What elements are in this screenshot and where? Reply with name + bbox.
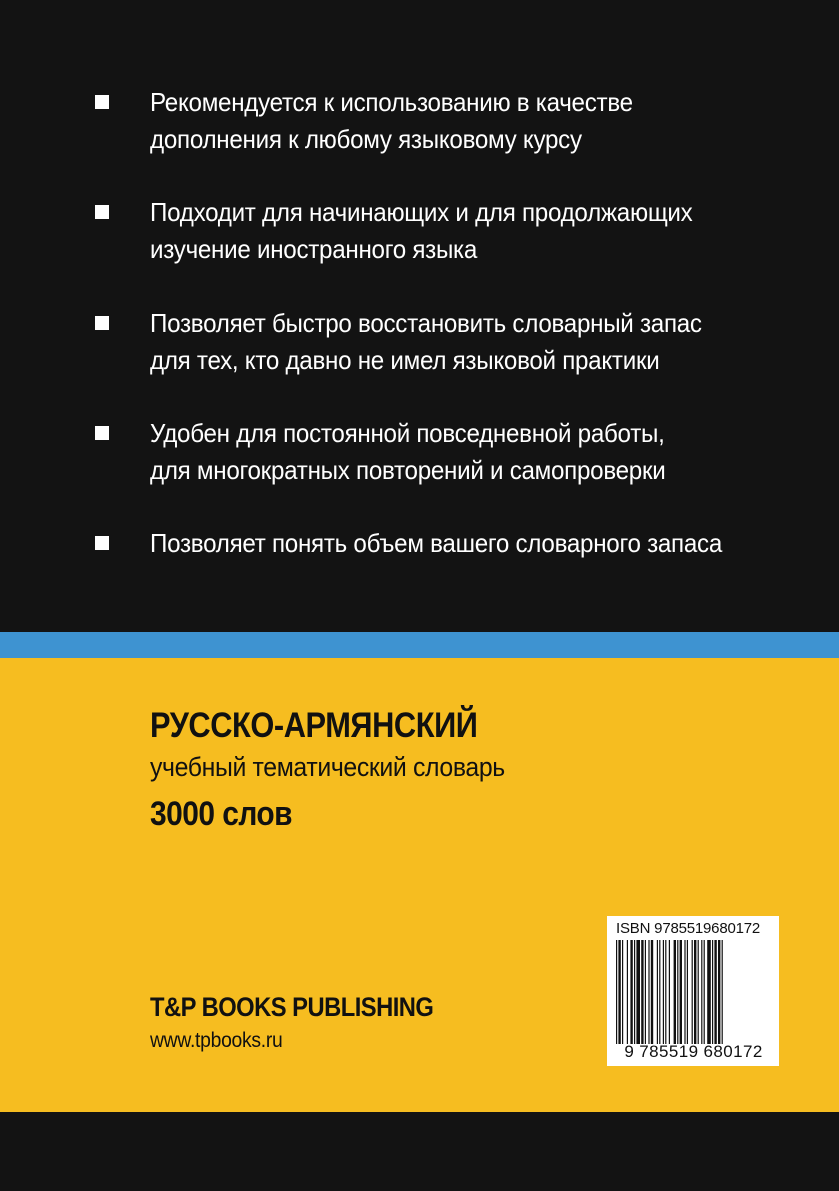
barcode-bar bbox=[618, 940, 620, 1044]
barcode-digits: 9 785519 680172 bbox=[624, 1042, 763, 1061]
square-bullet-icon bbox=[95, 426, 109, 440]
barcode-bar bbox=[684, 940, 685, 1044]
barcode-bar bbox=[677, 940, 678, 1044]
blue-divider-band bbox=[0, 632, 839, 658]
barcode-bar bbox=[616, 940, 617, 1044]
barcode-bar bbox=[645, 940, 646, 1044]
barcode-bar bbox=[687, 940, 688, 1044]
barcode-bar bbox=[680, 940, 682, 1044]
isbn-barcode bbox=[607, 916, 779, 1066]
barcode-bar bbox=[712, 940, 713, 1044]
cover-bottom-strip bbox=[0, 1112, 839, 1191]
publisher-name: T&P BOOKS PUBLISHING bbox=[150, 992, 434, 1022]
barcode-bar bbox=[627, 940, 628, 1044]
word-count: 3000 слов bbox=[150, 795, 293, 833]
barcode-bar bbox=[669, 940, 670, 1044]
barcode-bar bbox=[630, 940, 632, 1044]
feature-text: Позволяет понять объем вашего словарного запаса bbox=[150, 528, 723, 558]
barcode-bar bbox=[651, 940, 653, 1044]
square-bullet-icon bbox=[95, 536, 109, 550]
feature-text: Удобен для постоянной повседневной работы, для многократных повторений и самопроверки bbox=[150, 418, 666, 485]
barcode-bar bbox=[722, 940, 723, 1044]
barcode-bar bbox=[704, 940, 705, 1044]
barcode-bar bbox=[718, 940, 720, 1044]
feature-text: Подходит для начинающих и для продолжающих изучение иностранного языка bbox=[150, 197, 693, 264]
barcode-bar bbox=[634, 940, 635, 1044]
barcode-bar bbox=[648, 940, 649, 1044]
square-bullet-icon bbox=[95, 95, 109, 109]
barcode-bar bbox=[701, 940, 702, 1044]
barcode-bar bbox=[622, 940, 623, 1044]
barcode-bar bbox=[659, 940, 660, 1044]
barcode-bar bbox=[692, 940, 693, 1044]
barcode-bar bbox=[694, 940, 696, 1044]
barcode-bar bbox=[665, 940, 666, 1044]
book-title: РУССКО-АРМЯНСКИЙ bbox=[150, 706, 478, 745]
isbn-label: ISBN 9785519680172 bbox=[616, 920, 761, 937]
barcode-bar bbox=[674, 940, 676, 1044]
barcode-bar bbox=[636, 940, 640, 1044]
barcode-bar bbox=[657, 940, 658, 1044]
barcode-bar bbox=[641, 940, 643, 1044]
square-bullet-icon bbox=[95, 316, 109, 330]
publisher-website: www.tpbooks.ru bbox=[150, 1029, 283, 1052]
feature-text: Позволяет быстро восстановить словарный запас для тех, кто давно не имел языковой практики bbox=[150, 308, 702, 375]
barcode-bar bbox=[698, 940, 699, 1044]
book-subtitle: учебный тематический словарь bbox=[150, 752, 505, 782]
barcode-icon bbox=[616, 940, 771, 1044]
barcode-bar bbox=[714, 940, 716, 1044]
barcode-bar bbox=[707, 940, 711, 1044]
feature-text: Рекомендуется к использованию в качестве дополнения к любому языковому курсу bbox=[150, 87, 633, 154]
square-bullet-icon bbox=[95, 205, 109, 219]
barcode-bar bbox=[663, 940, 664, 1044]
